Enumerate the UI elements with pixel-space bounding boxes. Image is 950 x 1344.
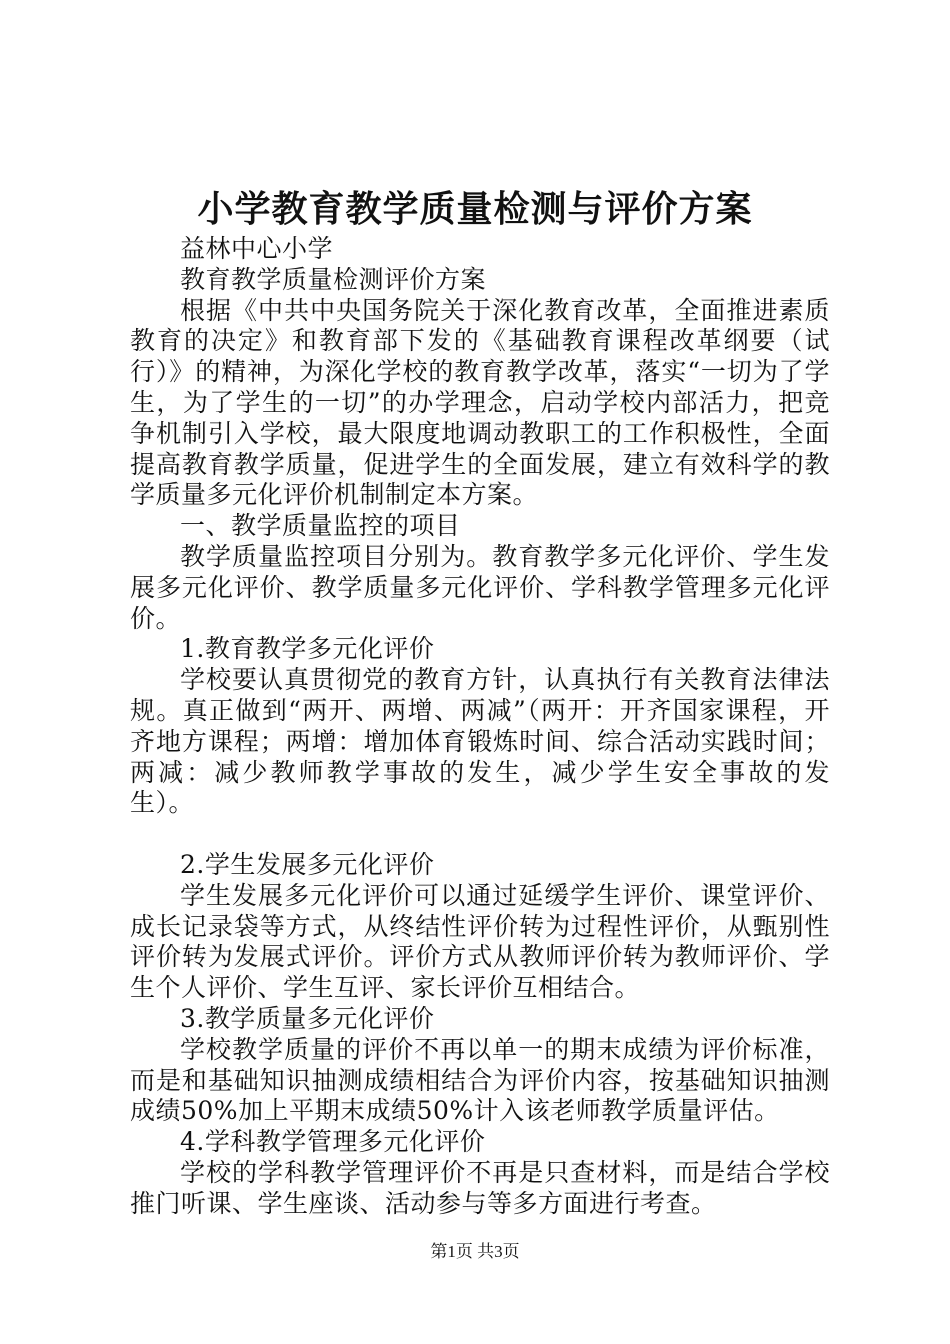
page-footer: 第1页 共3页 xyxy=(430,1242,520,1261)
subsection-3-paragraph: 学校教学质量的评价不再以单一的期末成绩为评价标准，而是和基础知识抽测成绩相结合为评价内容，按基础知识抽测成绩50%加上平期末成绩50%计入该老师教学质量评估。 xyxy=(130,1034,830,1126)
section-1-paragraph: 教学质量监控项目分别为。教育教学多元化评价、学生发展多元化评价、教学质量多元化评价、学科教学管理多元化评价。 xyxy=(130,541,830,633)
subsection-heading-1: 1.教育教学多元化评价 xyxy=(180,634,435,664)
subsection-4-paragraph: 学校的学科教学管理评价不再是只查材料，而是结合学校推门听课、学生座谈、活动参与等多方面进行考查。 xyxy=(130,1157,830,1218)
section-heading-1: 一、教学质量监控的项目 xyxy=(180,511,461,541)
plan-subtitle: 教育教学质量检测评价方案 xyxy=(180,264,487,294)
document-body xyxy=(130,234,830,1220)
subsection-heading-3: 3.教学质量多元化评价 xyxy=(180,1003,435,1033)
blank-line xyxy=(130,819,830,850)
intro-paragraph: 根据《中共中央国务院关于深化教育改革，全面推进素质教育的决定》和教育部下发的《基础教育课程改革纲要（试行）》的精神，为深化学校的教育教学改革，落实“一切为了学生，为了学生的一切”的办学理念，启动学校内部活力，把竞争机制引入学校，最大限度地调动教职工的工作积极性，全面提高教育教学质量，促进学生的全面发展，建立有效科学的教学质量多元化评价机制制定本方案。 xyxy=(130,295,830,510)
school-name: 益林中心小学 xyxy=(180,234,334,263)
document-title: 小学教育教学质量检测与评价方案 xyxy=(197,188,753,230)
subsection-heading-4: 4.学科教学管理多元化评价 xyxy=(180,1127,486,1157)
subsection-2-paragraph: 学生发展多元化评价可以通过延缓学生评价、课堂评价、成长记录袋等方式，从终结性评价转为过程性评价，从甄别性评价转为发展式评价。评价方式从教师评价转为教师评价、学生个人评价、学生互评、家长评价互相结合。 xyxy=(130,880,830,1003)
subsection-heading-2: 2.学生发展多元化评价 xyxy=(180,849,435,879)
subsection-1-paragraph: 学校要认真贯彻党的教育方针，认真执行有关教育法律法规。真正做到“两开、两增、两减”（两开：开齐国家课程，开齐地方课程；两增：增加体育锻炼时间、综合活动实践时间；两减：减少教师教学事故的发生，减少学生安全事故的发生）。 xyxy=(130,665,830,818)
